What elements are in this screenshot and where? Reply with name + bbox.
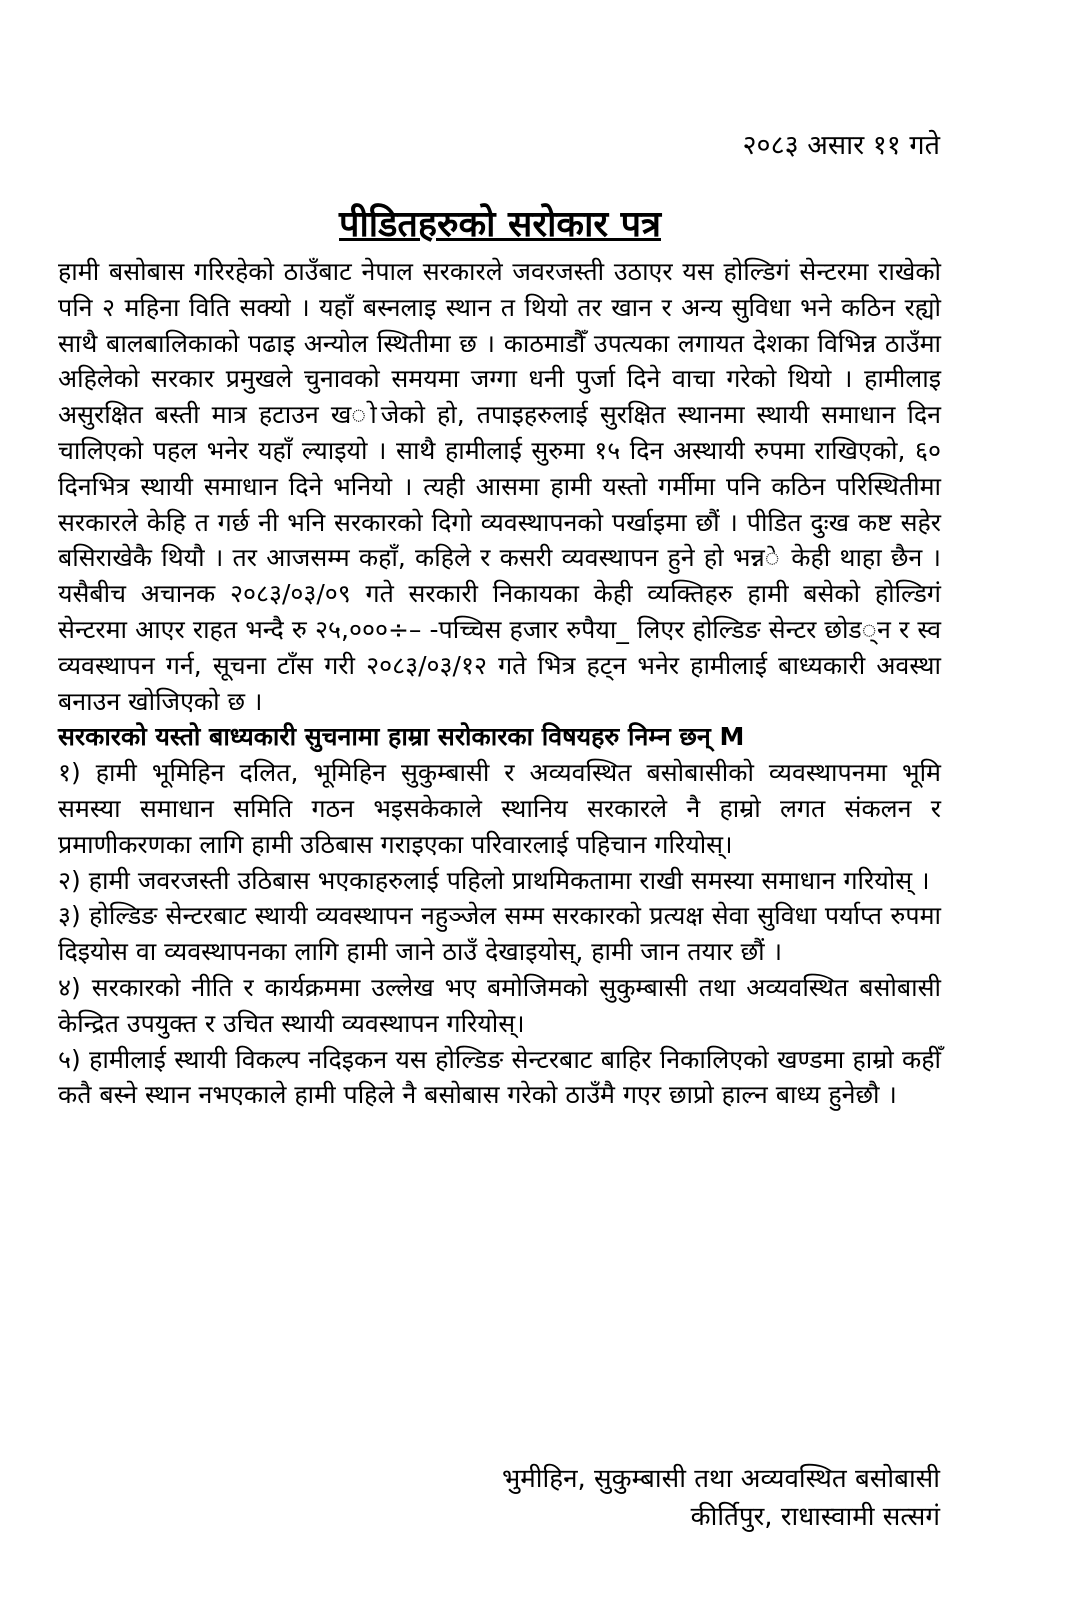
signature-organization: भुमीहिन, सुकुम्बासी तथा अव्यवस्थित बसोबासी bbox=[501, 1464, 940, 1494]
concerns-heading: सरकारको यस्तो बाध्यकारी सुचनामा हाम्रा सरोकारका विषयहरु निम्न छन् M bbox=[58, 722, 745, 752]
body-paragraph: हामी बसोबास गरिरहेको ठाउँबाट नेपाल सरकारले जवरजस्ती उठाएर यस होल्डिगं सेन्टरमा राखेको पनि २ महिना विति सक्यो । यहाँ बस्नलाइ स्थान त थियो तर खान र अन्य सुविधा भने कठिन रह्यो साथै बालबालिकाको पढाइ अन्योल स्थितीमा छ । काठमाडौँ उपत्यका लगायत देशका विभिन्न ठाउँमा अहिलेको सरकार प्रमुखले चुनावको समयमा जग्गा धनी पुर्जा दिने वाचा गरेको थियो । हामीलाइ असुरक्षित बस्ती मात्र हटाउन ख◌ोजेको हो, तपाइहरुलाई सुरक्षित स्थानमा स्थायी समाधान दिन चालिएको पहल भनेर यहाँ ल्याइयो । साथै हामीलाई सुरुमा १५ दिन अस्थायी रुपमा राखिएको, ६० दिनभित्र स्थायी समाधान दिने भनियो । त्यही आसमा हामी यस्तो गर्मीमा पनि कठिन परिस्थितीमा सरकारले केहि त गर्छ नी भनि सरकारको दिगो व्यवस्थापनको पर्खाइमा छौं । पीडित दुःख कष्ट सहेर बसिराखेकै थियौ । तर आजसम्म कहाँ, कहिले र कसरी व्यवस्थापन हुने हो भन्न◌े केही थाहा छैन । यसैबीच अचानक २०८३/०३/०९ गते सरकारी निकायका केही व्यक्तिहरु हामी बसेको होल्डिगं सेन्टरमा आएर राहत भन्दै रु २५,०००÷– -पच्चिस हजार रुपैया_ लिएर होल्डिङ सेन्टर छोड◌्न र स्व व्यवस्थापन गर्न, सूचना टाँस गरी २०८३/०३/१२ गते भित्र हट्न भनेर हामीलाई बाध्यकारी अवस्था बनाउन खोजिएको छ । bbox=[58, 257, 941, 716]
concern-item-3: ३) होल्डिङ सेन्टरबाट स्थायी व्यवस्थापन नहुञ्जेल सम्म सरकारको प्रत्यक्ष सेवा सुविधा पर्याप्त रुपमा दिइयोस वा व्यवस्थापनका लागि हामी जाने ठाउँ देखाइयोस्, हामी जान तयार छौं । bbox=[58, 901, 941, 967]
letter-body bbox=[58, 254, 941, 1113]
concern-item-2: २) हामी जवरजस्ती उठिबास भएकाहरुलाई पहिलो प्राथमिकतामा राखी समस्या समाधान गरियोस् । bbox=[58, 865, 930, 895]
concern-item-5: ५) हामीलाई स्थायी विकल्प नदिइकन यस होल्डिङ सेन्टरबाट बाहिर निकालिएको खण्डमा हाम्रो कहीँ कतै बस्ने स्थान नभएकाले हामी पहिले नै बसोबास गरेको ठाउँमै गएर छाप्रो हाल्न बाध्य हुनेछौ । bbox=[58, 1044, 941, 1110]
concern-item-4: ४) सरकारको नीति र कार्यक्रममा उल्लेख भए बमोजिमको सुकुम्बासी तथा अव्यवस्थित बसोबासी केन्द्रित उपयुक्त र उचित स्थायी व्यवस्थापन गरियोस्। bbox=[58, 972, 941, 1038]
signature-location: कीर्तिपुर, राधास्वामी सत्सगं bbox=[690, 1502, 940, 1532]
letter-title: पीडितहरुको सरोकार पत्र bbox=[339, 204, 661, 245]
letter-date: २०८३ असार ११ गते bbox=[742, 130, 940, 161]
concern-item-1: १) हामी भूमिहिन दलित, भूमिहिन सुकुम्बासी र अव्यवस्थित बसोबासीको व्यवस्थापनमा भूमि समस्या समाधान समिति गठन भइसकेकाले स्थानिय सरकारले नै हाम्रो लगत संकलन र प्रमाणीकरणका लागि हामी उठिबास गराइएका परिवारलाई पहिचान गरियोस्। bbox=[58, 758, 941, 859]
signature-block bbox=[502, 1460, 940, 1536]
